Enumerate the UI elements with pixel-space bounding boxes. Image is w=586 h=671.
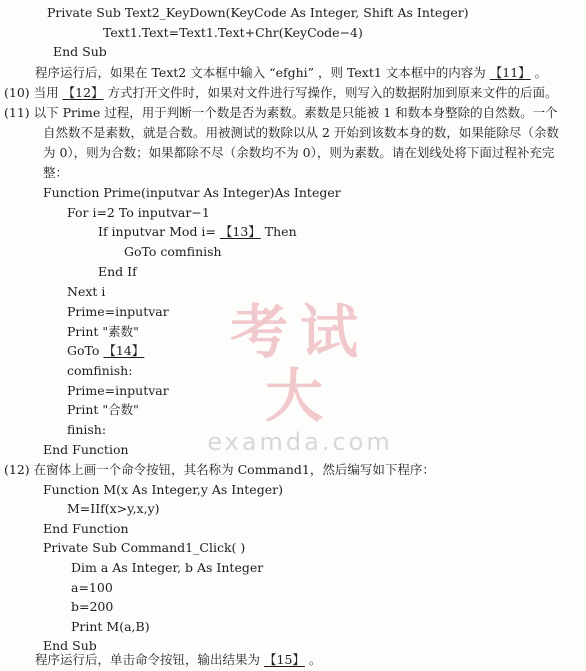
question-text: 程序运行后，如果在 Text2 文本框中输入 “efghi” ，则 Text1 文本框中的内容为 【11】 。 xyxy=(35,65,548,80)
answer-blank-13: 【13】 xyxy=(219,224,261,239)
code-line: GoTo 【14】 xyxy=(67,343,145,358)
answer-blank-11: 【11】 xyxy=(489,65,531,80)
code-line: M=IIf(x>y,x,y) xyxy=(67,501,160,516)
code-line: Prime=inputvar xyxy=(67,304,169,319)
watermark-url: examda.com xyxy=(207,428,393,456)
code-line: End Sub xyxy=(43,638,97,653)
question-10: (10) 当用 【12】 方式打开文件时，如果对文件进行写操作，则写入的数据附加到原来文件的后面。 xyxy=(4,85,558,100)
code-line: Private Sub Command1_Click( ) xyxy=(43,540,246,555)
watermark-title: 考试大 xyxy=(229,298,370,430)
code-line: For i=2 To inputvar−1 xyxy=(67,205,210,220)
question-text: 自然数不是素数，就是合数。用被测试的数除以从 2 开始到该数本身的数，如果能除尽（余数 xyxy=(43,125,559,140)
code-line: comfinish: xyxy=(67,363,133,378)
code-line: Function Prime(inputvar As Integer)As Integer xyxy=(43,185,341,200)
code-line: finish: xyxy=(67,422,107,437)
code-line: Text1.Text=Text1.Text+Chr(KeyCode−4) xyxy=(103,25,363,40)
code-line: End Sub xyxy=(53,44,107,59)
question-12: (12) 在窗体上画一个命令按钮，其名称为 Command1，然后编写如下程序： xyxy=(4,462,435,477)
answer-blank-14: 【14】 xyxy=(103,343,145,358)
question-text: 为 0），则为合数；如果都除不尽（余数均不为 0），则为素数。请在划线处将下面过程补充完 xyxy=(43,145,555,160)
code-line: Print "合数" xyxy=(67,402,139,417)
code-line: End Function xyxy=(43,521,129,536)
code-line: If inputvar Mod i= 【13】 Then xyxy=(98,224,297,239)
watermark-logo xyxy=(200,300,400,456)
code-line: GoTo comfinish xyxy=(124,244,222,259)
code-line: Dim a As Integer, b As Integer xyxy=(71,560,264,575)
code-line: End If xyxy=(98,264,137,279)
code-line: Private Sub Text2_KeyDown(KeyCode As Integer, Shift As Integer) xyxy=(47,5,469,20)
code-line: b=200 xyxy=(71,599,114,614)
code-line: Next i xyxy=(67,284,106,299)
answer-blank-15: 【15】 xyxy=(264,652,305,667)
code-line: a=100 xyxy=(71,580,113,595)
question-text: 程序运行后，单击命令按钮，输出结果为 【15】 。 xyxy=(35,652,322,667)
answer-blank-12: 【12】 xyxy=(62,85,104,100)
code-line: Print M(a,B) xyxy=(71,619,150,634)
question-text: 整： xyxy=(43,165,69,180)
code-line: Print "素数" xyxy=(67,324,139,339)
code-line: Function M(x As Integer,y As Integer) xyxy=(43,482,283,497)
code-line: End Function xyxy=(43,442,129,457)
question-11: (11) 以下 Prime 过程，用于判断一个数是否为素数。素数是只能被 1 和数本身整除的自然数。一个 xyxy=(4,105,558,120)
code-line: Prime=inputvar xyxy=(67,383,169,398)
